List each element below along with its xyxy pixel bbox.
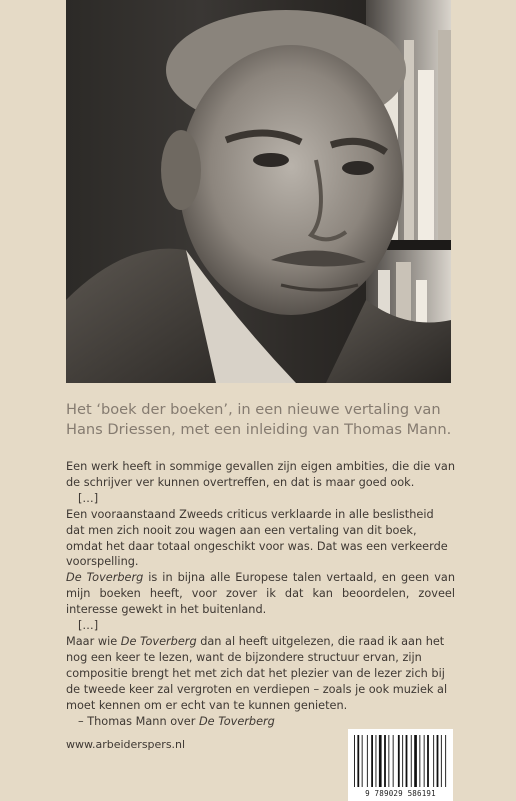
- paragraph: Een werk heeft in sommige gevallen zijn eigen ambities, die die van de schrijver ver kunnen overtreffen, en dat is maar goed ook.: [66, 460, 455, 489]
- tagline: Het ‘boek der boeken’, in een nieuwe vertaling van Hans Driessen, met een inleiding van Thomas Mann.: [66, 401, 452, 438]
- paragraph: [66, 570, 455, 618]
- book-title: De Toverberg: [120, 634, 197, 648]
- isbn-barcode: [348, 729, 453, 801]
- paragraph-text: is in bijna alle Europese talen vertaald, en geen van mijn boeken heeft, voor zover ik dat kan beoordelen, zoveel interesse gewekt in het buitenland.: [66, 571, 455, 617]
- isbn-number: 9 789029 586191: [365, 789, 436, 798]
- book-title: De Toverberg: [198, 714, 275, 728]
- signature-text: – Thomas Mann over: [78, 714, 196, 728]
- signature: [66, 714, 455, 730]
- book-title: De Toverberg: [66, 571, 144, 585]
- ellipsis: […]: [78, 491, 99, 505]
- publisher-website: www.arbeiderspers.nl: [66, 738, 186, 751]
- portrait-illustration: [66, 0, 451, 383]
- quote-body: [66, 459, 455, 729]
- paragraph-text: Maar wie: [66, 634, 121, 648]
- paragraph-text: dan al heeft uitgelezen, die raad ik aan het nog een keer te lezen, want de bijzondere structuur ervan, zijn compositie brengt het met zich dat het plezier van de lezer zich bij de tweede keer zal vergroten en verdiepen – zoals je ook muziek al moet kennen om er echt van te kunnen genieten.: [66, 634, 448, 712]
- ellipsis: […]: [78, 619, 99, 633]
- paragraph: Een vooraanstaand Zweeds criticus verklaarde in alle beslistheid dat men zich nooit zou wagen aan een vertaling van dit boek, omdat het daar totaal ongeschikt voor was. Dat was een verkeerde voorspelling.: [66, 507, 448, 569]
- barcode-bars: [348, 729, 453, 791]
- author-photo: [66, 0, 451, 383]
- paragraph: [66, 634, 455, 714]
